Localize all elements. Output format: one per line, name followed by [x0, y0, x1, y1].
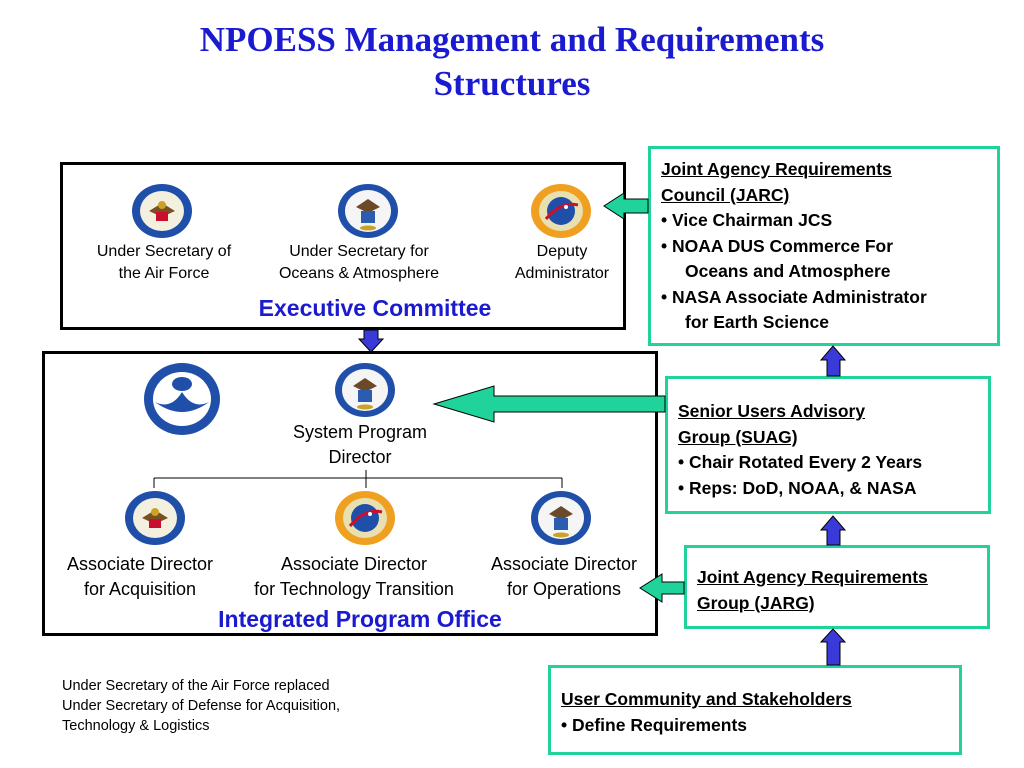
- ec-member-air-force: Under Secretary of the Air Force: [96, 243, 232, 282]
- jarc-to-ec-arrow: [604, 193, 648, 219]
- executive-committee-heading: Executive Committee: [258, 295, 492, 321]
- footnote: Under Secretary of the Air Force replaced Under Secretary of Defense for Acquisition, Technology & Logistics: [62, 678, 341, 734]
- jarc-title-line-1: Joint Agency Requirements: [661, 159, 892, 179]
- title-line-2: Structures: [433, 64, 591, 103]
- suag-title-line-1: Senior Users Advisory: [678, 401, 866, 421]
- assoc-director-acquisition: Associate Director for Acquisition: [66, 554, 214, 599]
- jarc-bullet-2: • NOAA DUS Commerce For Oceans and Atmosphere: [661, 235, 894, 281]
- suag-title-line-2: Group (SUAG): [678, 426, 798, 447]
- user-community-title: User Community and Stakeholders: [561, 689, 852, 709]
- jarg-title-line-2: Group (JARG): [697, 592, 815, 613]
- jarc-title-line-2: Council (JARC): [661, 184, 790, 205]
- user-community-bullet-1: • Define Requirements: [561, 714, 748, 735]
- users-to-jarg-arrow: [821, 629, 845, 665]
- suag-to-jarc-arrow: [821, 346, 845, 376]
- assoc-director-technology-transition: Associate Director for Technology Transition: [254, 554, 454, 599]
- assoc-director-operations: Associate Director for Operations: [490, 554, 638, 599]
- suag-bullet-1: • Chair Rotated Every 2 Years: [678, 452, 923, 472]
- org-chart-connectors: [154, 470, 562, 488]
- system-program-director: System Program Director: [292, 422, 428, 467]
- ec-member-deputy-administrator: Deputy Administrator: [514, 243, 610, 282]
- jarc-bullet-3: • NASA Associate Administrator for Earth Science: [661, 286, 927, 332]
- title-line-1: NPOESS Management and Requirements: [199, 20, 825, 59]
- ec-to-ipo-arrow: [359, 330, 383, 352]
- jarg-to-suag-arrow: [821, 516, 845, 545]
- ec-member-oceans-atmosphere: Under Secretary for Oceans & Atmosphere: [278, 243, 440, 282]
- jarg-title-line-1: Joint Agency Requirements: [697, 567, 928, 587]
- ipo-heading: Integrated Program Office: [218, 606, 502, 632]
- suag-bullet-2: • Reps: DoD, NOAA, & NASA: [678, 477, 917, 498]
- suag-to-ipo-arrow: [434, 386, 665, 422]
- jarg-to-ipo-arrow: [640, 574, 684, 602]
- jarc-bullet-1: • Vice Chairman JCS: [661, 210, 833, 230]
